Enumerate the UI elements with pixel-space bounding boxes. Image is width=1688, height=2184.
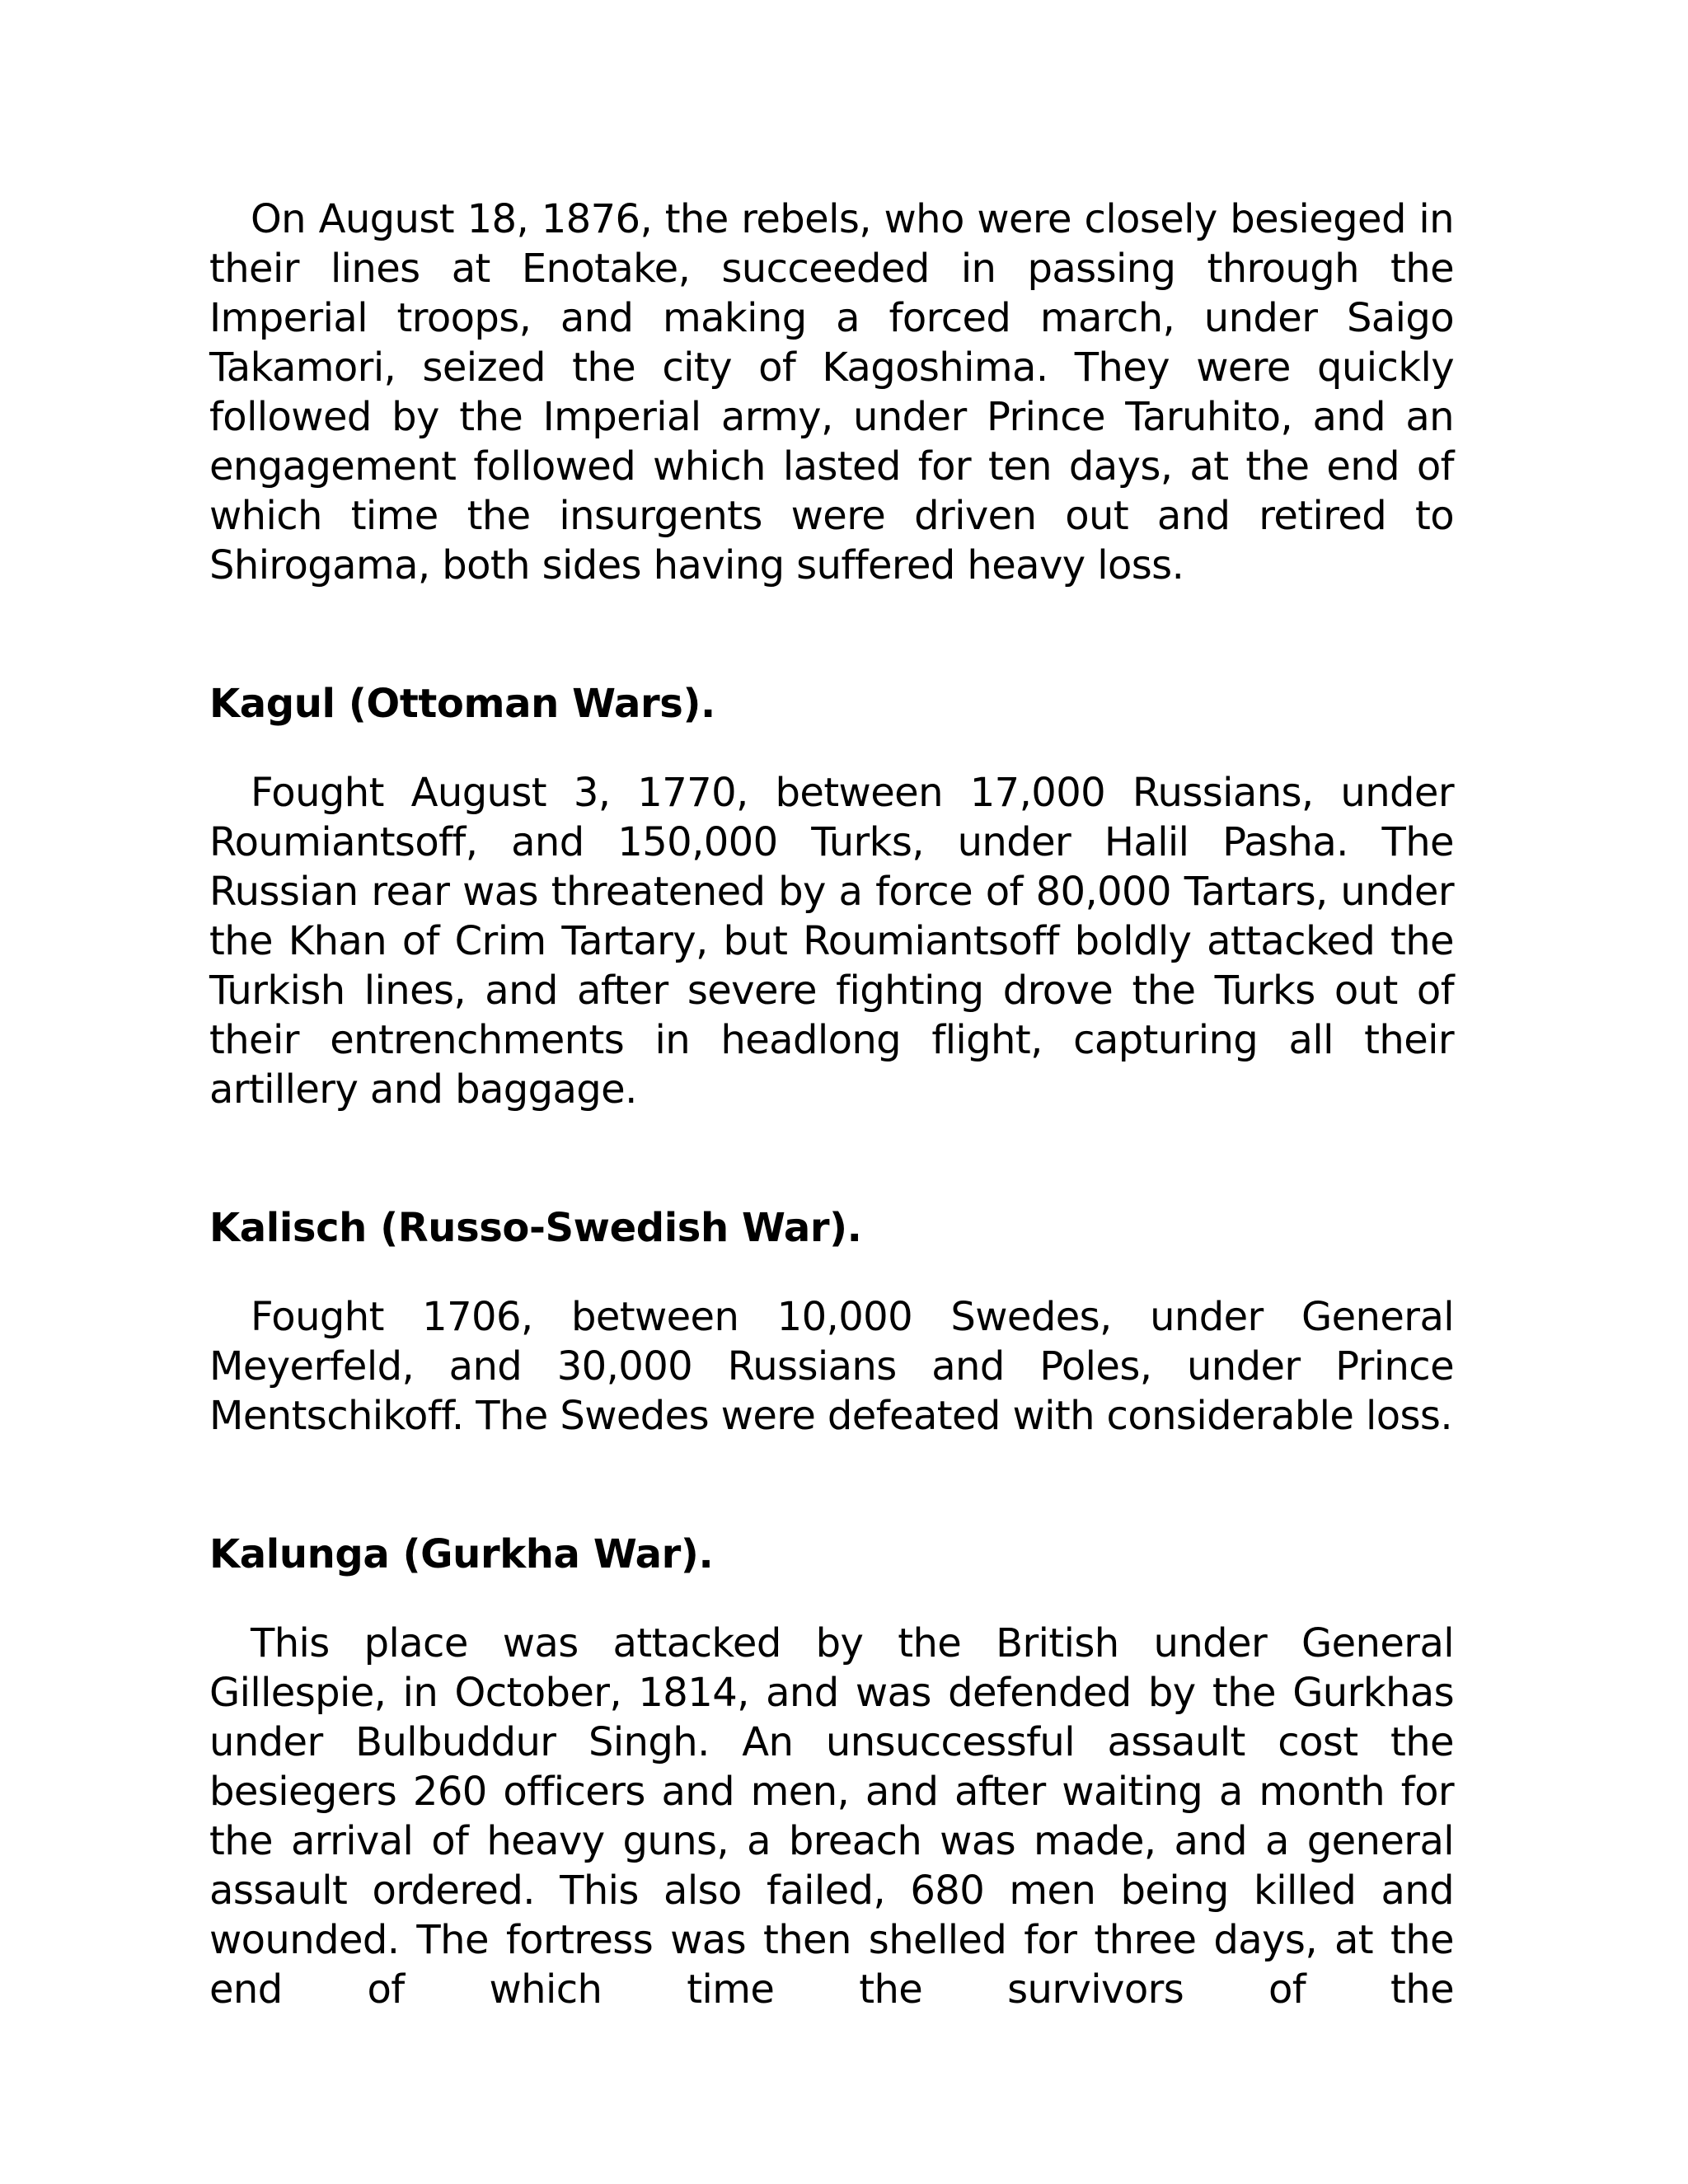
section-body-kagul: Fought August 3, 1770, between 17,000 Russians, under Roumiantsoff, and 150,000 Turks, under Halil Pasha. The Russian rear was threatened by a force of 80,000 Tartars, under the Khan of Crim Tartary, but Roumiantsoff boldly attacked the Turkish lines, and after severe fighting drove the Turks out of their entrenchments in headlong flight, capturing all their artillery and baggage. — [209, 770, 1454, 1113]
section-heading-kagul: Kagul (Ottoman Wars). — [209, 681, 715, 727]
section-body-kalisch: Fought 1706, between 10,000 Swedes, under General Meyerfeld, and 30,000 Russians and Poles, under Prince Mentschikoff. The Swedes were defeated with considerable loss. — [209, 1294, 1454, 1439]
section-heading-kalunga: Kalunga (Gurkha War). — [209, 1531, 714, 1577]
intro-paragraph: On August 18, 1876, the rebels, who were closely besieged in their lines at Enotake, succeeded in passing through the Imperial troops, and making a forced march, under Saigo Takamori, seized the city of Kagoshima. They were quickly followed by the Imperial army, under Prince Taruhito, and an engagement followed which lasted for ten days, at the end of which time the insurgents were driven out and retired to Shirogama, both sides having suffered heavy loss. — [209, 196, 1454, 588]
section-heading-kalisch: Kalisch (Russo-Swedish War). — [209, 1205, 862, 1251]
document-page — [209, 194, 1454, 2014]
section-body-kalunga: This place was attacked by the British under General Gillespie, in October, 1814, and was defended by the Gurkhas under Bulbuddur Singh. An unsuccessful assault cost the besiegers 260 officers and men, and after waiting a month for the arrival of heavy guns, a breach was made, and a general assault ordered. This also failed, 680 men being killed and wounded. The fortress was then shelled for three days, at the end of which time the survivors of the — [209, 1620, 1454, 2013]
